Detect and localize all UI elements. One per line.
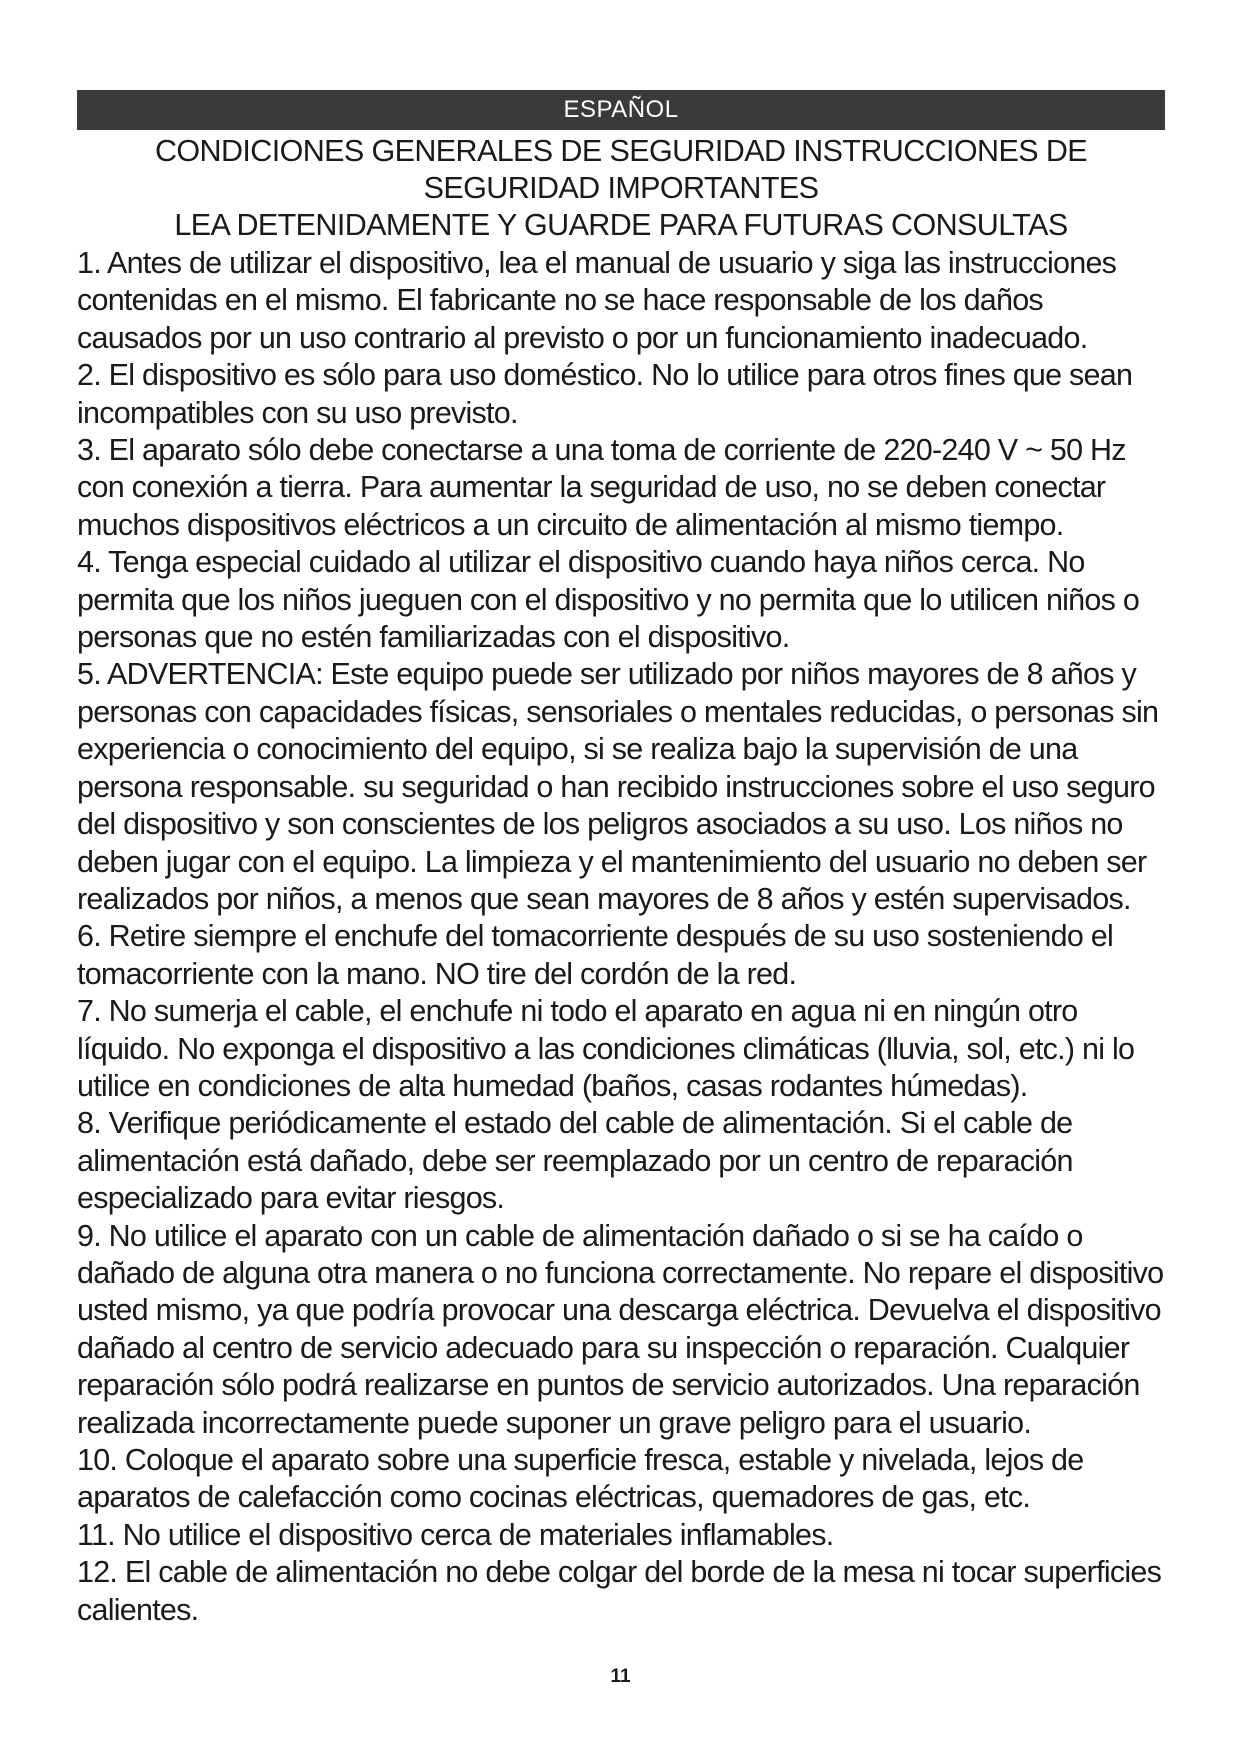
language-header-bar: ESPAÑOL bbox=[77, 90, 1165, 130]
instruction-item-3: 3. El aparato sólo debe conectarse a una toma de corriente de 220-240 V ~ 50 Hz con conexión a tierra. Para aumentar la seguridad de uso, no se deben conectar muchos dispositivos eléctricos a un circuito de alimentación al mismo tiempo. bbox=[77, 433, 1126, 542]
page-number: 11 bbox=[610, 1666, 631, 1687]
instruction-item-2: 2. El dispositivo es sólo para uso doméstico. No lo utilice para otros fines que sean incompatibles con su uso previsto. bbox=[77, 358, 1133, 430]
instruction-item-8: 8. Verifique periódicamente el estado del cable de alimentación. Si el cable de alimentación está dañado, debe ser reemplazado por un centro de reparación especializado para evitar riesgos. bbox=[77, 1106, 1073, 1216]
instruction-item-1: 1. Antes de utilizar el dispositivo, lea el manual de usuario y siga las instrucciones contenidas en el mismo. El fabricante no se hace responsable de los daños causados por un uso contrario al previsto o por un funcionamiento inadecuado. bbox=[77, 246, 1117, 355]
instruction-item-11: 11. No utilice el dispositivo cerca de materiales inflamables. bbox=[77, 1517, 834, 1552]
instruction-item-7: 7. No sumerja el cable, el enchufe ni todo el aparato en agua ni en ningún otro líquido. No exponga el dispositivo a las condiciones climáticas (lluvia, sol, etc.) ni lo utilice en condiciones de alta humedad (baños, casas rodantes húmedas). bbox=[77, 994, 1135, 1103]
document-page bbox=[77, 90, 1165, 1629]
instruction-item-9: 9. No utilice el aparato con un cable de alimentación dañado o si se ha caído o dañado de alguna otra manera o no funciona correctamente. No repare el dispositivo usted mismo, ya que podría provocar una descarga eléctrica. Devuelva el dispositivo dañado al centro de servicio adecuado para su inspección o reparación. Cualquier reparación sólo podrá realizarse en puntos de servicio autorizados. Una reparación realizada incorrectamente puede suponer un grave peligro para el usuario. bbox=[77, 1218, 1164, 1440]
safety-instructions-list bbox=[77, 245, 1165, 1629]
page-title: CONDICIONES GENERALES DE SEGURIDAD INSTRUCCIONES DE SEGURIDAD IMPORTANTES bbox=[155, 134, 1087, 205]
instruction-item-4: 4. Tenga especial cuidado al utilizar el dispositivo cuando haya niños cerca. No permita que los niños jueguen con el dispositivo y no permita que lo utilicen niños o personas que no estén familiarizadas con el dispositivo. bbox=[77, 545, 1140, 655]
instruction-item-10: 10. Coloque el aparato sobre una superficie fresca, estable y nivelada, lejos de aparatos de calefacción como cocinas eléctricas, quemadores de gas, etc. bbox=[77, 1443, 1084, 1515]
page-subtitle: LEA DETENIDAMENTE Y GUARDE PARA FUTURAS CONSULTAS bbox=[174, 208, 1068, 242]
instruction-item-6: 6. Retire siempre el enchufe del tomacorriente después de su uso sosteniendo el tomacorriente con la mano. NO tire del cordón de la red. bbox=[77, 919, 1114, 991]
instruction-item-5: 5. ADVERTENCIA: Este equipo puede ser utilizado por niños mayores de 8 años y personas con capacidades físicas, sensoriales o mentales reducidas, o personas sin experiencia o conocimiento del equipo, si se realiza bajo la supervisión de una persona responsable. su seguridad o han recibido instrucciones sobre el uso seguro del dispositivo y son conscientes de los peligros asociados a su uso. Los niños no deben jugar con el equipo. La limpieza y el mantenimiento del usuario no deben ser realizados por niños, a menos que sean mayores de 8 años y estén supervisados. bbox=[77, 657, 1159, 916]
instruction-item-12: 12. El cable de alimentación no debe colgar del borde de la mesa ni tocar superficies calientes. bbox=[77, 1555, 1162, 1627]
